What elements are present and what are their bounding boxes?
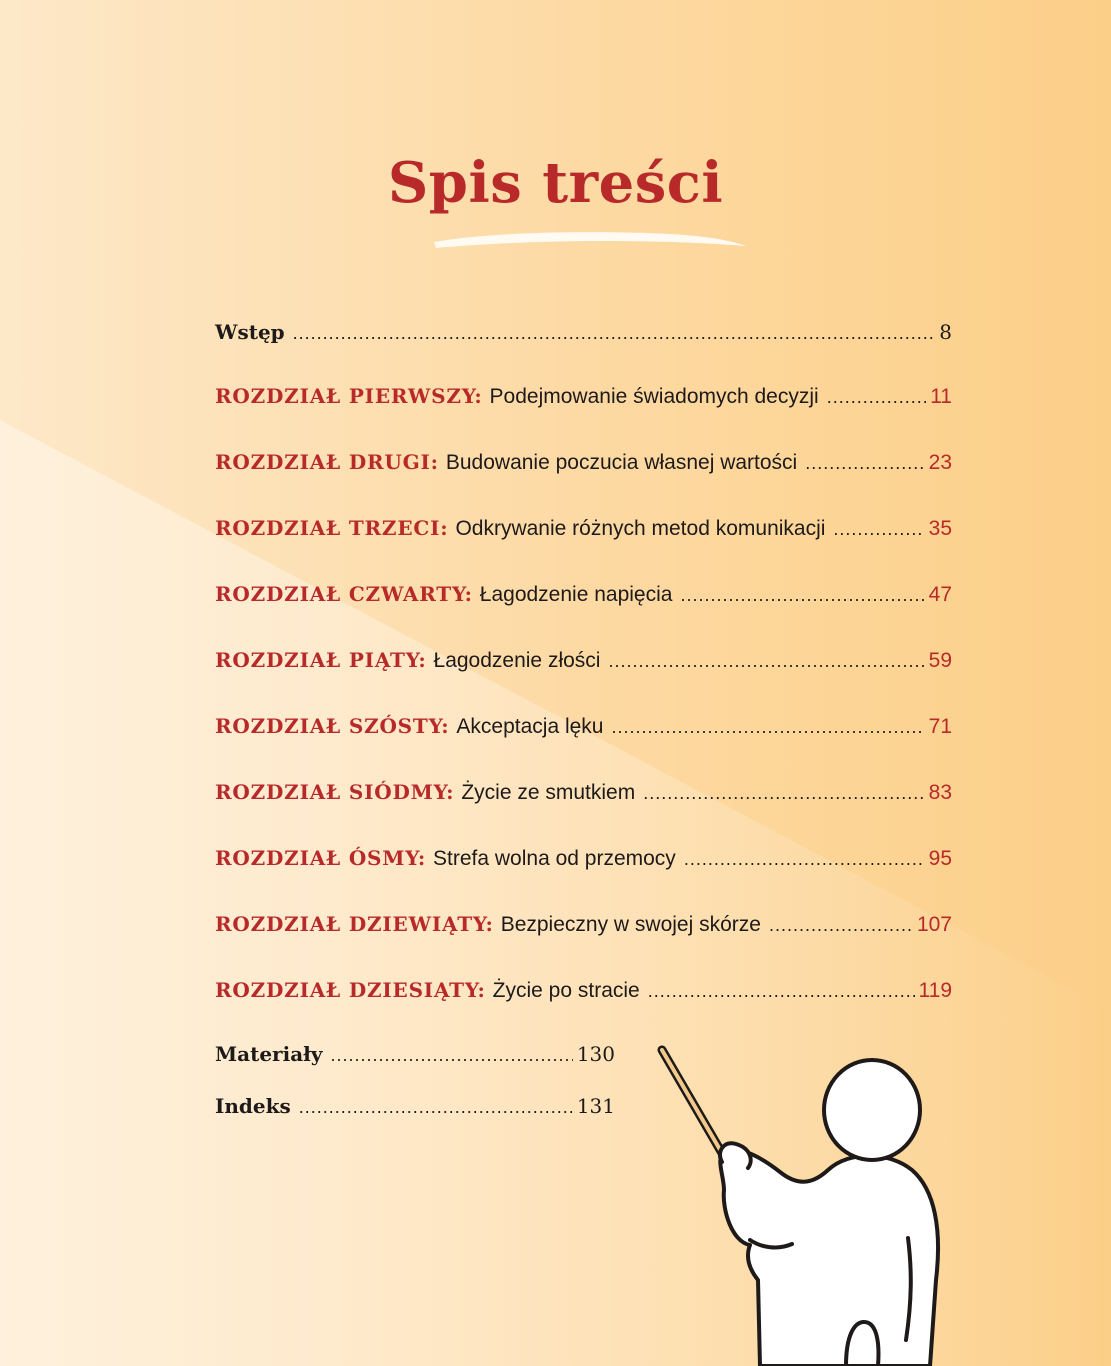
leader-dots: [608, 651, 924, 672]
page-number: 95: [928, 847, 952, 870]
entry-label: Wstęp: [215, 320, 285, 344]
page-number: 83: [928, 781, 952, 804]
chapter-title: Łagodzenie napięcia: [479, 583, 673, 606]
page-number: 59: [928, 649, 952, 672]
brush-stroke-underline: [430, 228, 750, 252]
leader-dots: [612, 717, 925, 738]
chapter-label: ROZDZIAŁ DRUGI:: [215, 450, 439, 474]
page-number: 35: [928, 517, 952, 540]
page-number: 71: [928, 715, 952, 738]
chapter-label: ROZDZIAŁ PIĄTY:: [215, 648, 427, 672]
toc-entry-chapter-5[interactable]: [215, 648, 952, 682]
leader-dots: [299, 1097, 573, 1118]
leader-dots: [648, 981, 915, 1002]
toc-entry-chapter-10[interactable]: [215, 978, 952, 1012]
page-number: 131: [576, 1094, 615, 1118]
chapter-title: Łagodzenie złości: [433, 649, 601, 672]
chapter-title: Bezpieczny w swojej skórze: [500, 913, 761, 936]
toc-entry-chapter-6[interactable]: [215, 714, 952, 748]
toc-entry-chapter-3[interactable]: [215, 516, 952, 550]
toc-entry-materials[interactable]: [215, 1042, 615, 1076]
toc-entry-index[interactable]: [215, 1094, 615, 1128]
leader-dots: [293, 323, 936, 344]
leader-dots: [680, 585, 924, 606]
toc-entry-chapter-8[interactable]: [215, 846, 952, 880]
figure-with-pointer-icon: [650, 1040, 950, 1366]
leader-dots: [833, 519, 924, 540]
chapter-label: ROZDZIAŁ PIERWSZY:: [215, 384, 483, 408]
entry-label: Indeks: [215, 1094, 291, 1118]
chapter-title: Odkrywanie różnych metod komunikacji: [455, 517, 826, 540]
leader-dots: [330, 1045, 572, 1066]
page-number: 11: [930, 385, 952, 408]
chapter-label: ROZDZIAŁ CZWARTY:: [215, 582, 473, 606]
chapter-title: Życie ze smutkiem: [461, 781, 636, 804]
leader-dots: [684, 849, 925, 870]
toc-entry-chapter-9[interactable]: [215, 912, 952, 946]
chapter-label: ROZDZIAŁ SIÓDMY:: [215, 780, 455, 804]
leader-dots: [827, 387, 926, 408]
page-number: 107: [916, 913, 952, 936]
chapter-label: ROZDZIAŁ TRZECI:: [215, 516, 449, 540]
chapter-label: ROZDZIAŁ ÓSMY:: [215, 846, 427, 870]
page-number: 8: [939, 320, 952, 344]
chapter-title: Akceptacja lęku: [456, 715, 604, 738]
toc-entry-chapter-7[interactable]: [215, 780, 952, 814]
entry-label: Materiały: [215, 1042, 323, 1066]
leader-dots: [643, 783, 924, 804]
toc-entry-chapter-1[interactable]: [215, 384, 952, 418]
chapter-label: ROZDZIAŁ DZIESIĄTY:: [215, 978, 486, 1002]
toc-entry-chapter-2[interactable]: [215, 450, 952, 484]
toc-entry-chapter-4[interactable]: [215, 582, 952, 616]
chapter-title: Życie po stracie: [492, 979, 640, 1002]
chapter-title: Budowanie poczucia własnej wartości: [445, 451, 798, 474]
page-number: 47: [928, 583, 952, 606]
page-number: 23: [928, 451, 952, 474]
leader-dots: [769, 915, 913, 936]
chapter-label: ROZDZIAŁ DZIEWIĄTY:: [215, 912, 494, 936]
chapter-title: Strefa wolna od przemocy: [433, 847, 676, 870]
leader-dots: [805, 453, 924, 474]
page-title: Spis treści: [387, 150, 724, 216]
chapter-label: ROZDZIAŁ SZÓSTY:: [215, 714, 450, 738]
toc-entry-intro[interactable]: [215, 320, 952, 354]
chapter-title: Podejmowanie świadomych decyzji: [489, 385, 819, 408]
page-number: 130: [576, 1042, 615, 1066]
page-number: 119: [918, 979, 952, 1002]
